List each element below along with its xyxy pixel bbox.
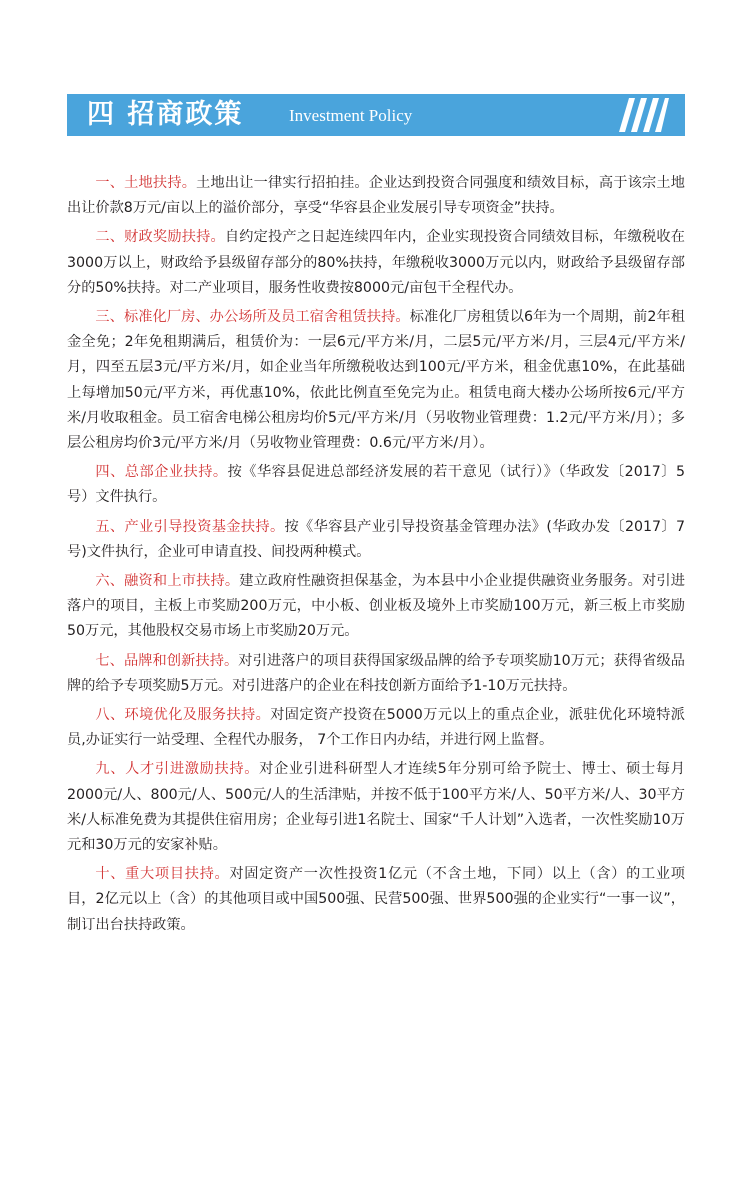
policy-heading: 四、总部企业扶持。 [95, 464, 228, 481]
policy-heading: 二、财政奖励扶持。 [95, 229, 225, 246]
policy-text: 土地出让一律实行招拍挂。企业达到投资合同强度和绩效目标，高于该宗土地出让价款8万元/亩以上的溢价部分，享受“华容县企业发展引导专项资金”扶持。 [67, 175, 685, 217]
policy-item [67, 305, 685, 456]
section-banner [67, 94, 685, 136]
policy-text: 自约定投产之日起连续四年内，企业实现投资合同绩效目标，年缴税收在3000万以上，财政给予县级留存部分的80%扶持，年缴税收3000万元以内，财政给予县级留存部分的50%扶持。对二产业项目，服务性收费按8000元/亩包干全程代办。 [67, 229, 685, 296]
policy-item [67, 862, 685, 938]
policy-text: 对固定资产一次性投资1亿元（不含土地，下同）以上（含）的工业项目，2亿元以上（含）的其他项目或中国500强、民营500强、世界500强的企业实行“一事一议”，制订出台扶持政策。 [67, 866, 685, 933]
policy-text: 对企业引进科研型人才连续5年分别可给予院士、博士、硕士每月2000元/人、800元/人、500元/人的生活津贴，并按不低于100平方米/人、50平方米/人、30平方米/人标准免费为其提供住宿用房；企业每引进1名院士、国家“千人计划”入选者，一次性奖励10万元和30万元的安家补贴。 [67, 761, 685, 854]
policy-item [67, 649, 685, 699]
policy-item [67, 703, 685, 753]
slash-stripes-icon [619, 98, 669, 132]
policy-heading: 一、土地扶持。 [95, 175, 197, 191]
policy-text: 对固定资产投资在5000万元以上的重点企业，派驻优化环境特派员,办证实行一站受理、全程代办服务， 7个工作日内办结，并进行网上监督。 [67, 707, 685, 749]
policy-item [67, 225, 685, 301]
policy-item [67, 171, 685, 221]
policy-item [67, 515, 685, 565]
section-subtitle: Investment Policy [289, 106, 413, 125]
policy-text: 对引进落户的项目获得国家级品牌的给予专项奖励10万元；获得省级品牌的给予专项奖励5万元。对引进落户的企业在科技创新方面给予1-10万元扶持。 [67, 652, 685, 694]
policy-heading: 五、产业引导投资基金扶持。 [95, 518, 285, 535]
policy-text: 标准化厂房租赁以6年为一个周期，前2年租金全免；2年免租期满后，租赁价为：一层6元/平方米/月，二层5元/平方米/月，三层4元/平方米/月，四至五层3元/平方米/月，如企业当年所缴税收达到100元/平方米，租金优惠10%，在此基础上每增加50元/平方米，再优惠10%，依此比例直至免完为止。租赁电商大楼办公场所按6元/平方米/月收取租金。员工宿舍电梯公租房均价5元/平方米/月（另收物业管理费：1.2元/平方米/月）；多层公租房均价3元/平方米/月（另收物业管理费：0.6元/平方米/月）。 [67, 309, 685, 452]
policy-item [67, 757, 685, 858]
policy-heading: 六、融资和上市扶持。 [95, 573, 240, 590]
policy-heading: 八、环境优化及服务扶持。 [95, 707, 271, 724]
policy-item [67, 460, 685, 510]
policy-heading: 七、品牌和创新扶持。 [95, 652, 239, 669]
policy-text: 按《华容县产业引导投资基金管理办法》(华政办发〔2017〕7号)文件执行，企业可申请直投、间投两种模式。 [67, 518, 685, 560]
policy-text: 建立政府性融资担保基金，为本县中小企业提供融资业务服务。对引进落户的项目，主板上市奖励200万元，中小板、创业板及境外上市奖励100万元，新三板上市奖励50万元，其他股权交易市场上市奖励20万元。 [67, 573, 685, 640]
policy-heading: 九、人才引进激励扶持。 [95, 761, 260, 778]
section-title: 四 招商政策 [87, 99, 244, 130]
policy-heading: 十、重大项目扶持。 [95, 866, 230, 883]
policy-list [67, 171, 685, 942]
policy-item [67, 569, 685, 645]
policy-text: 按《华容县促进总部经济发展的若干意见（试行）》（华政发〔2017〕5号）文件执行。 [67, 464, 685, 506]
policy-heading: 三、标准化厂房、办公场所及员工宿舍租赁扶持。 [95, 309, 410, 326]
